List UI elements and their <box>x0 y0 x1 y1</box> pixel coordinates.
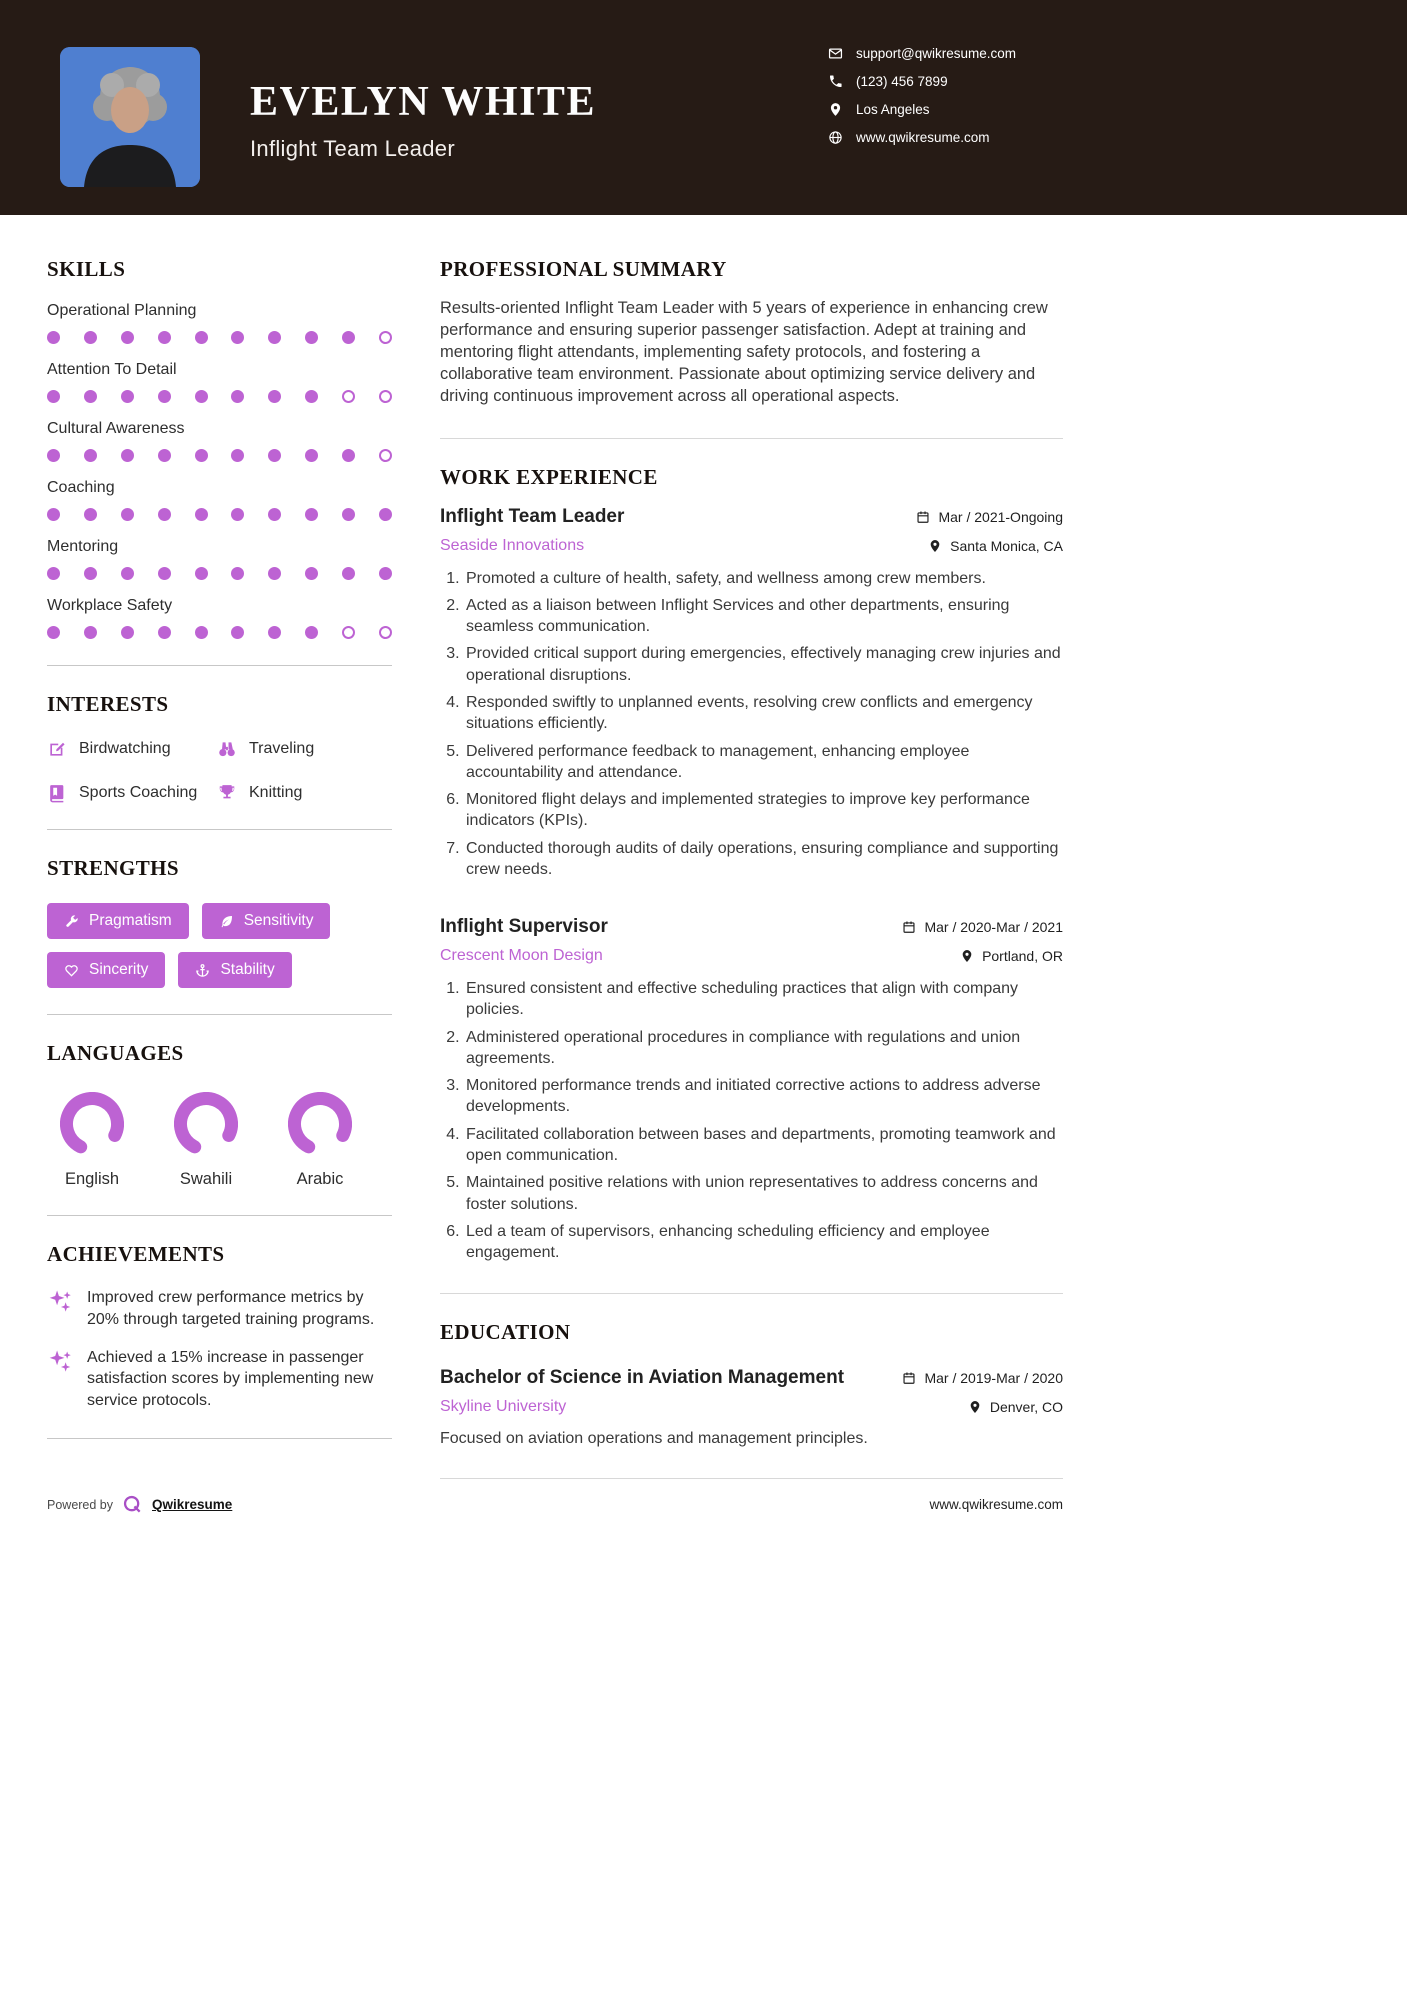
book-icon <box>47 783 67 803</box>
divider <box>47 1014 392 1015</box>
sparkle-icon <box>47 1288 73 1314</box>
language-item <box>275 1092 365 1189</box>
skill-item <box>47 479 392 521</box>
skill-name: Mentoring <box>47 538 119 555</box>
education-note: Focused on aviation operations and management principles. <box>440 1430 868 1448</box>
phone-icon <box>828 74 843 89</box>
interests-list <box>47 739 392 803</box>
skill-dot <box>342 567 355 580</box>
job-location <box>960 948 1063 964</box>
interest-label: Sports Coaching <box>79 784 198 801</box>
sparkle-icon <box>47 1348 73 1374</box>
education-dates <box>902 1370 1063 1386</box>
job-dates-text: Mar / 2021-Ongoing <box>938 508 1063 525</box>
summary-heading: PROFESSIONAL SUMMARY <box>440 257 727 281</box>
job-location-text: Portland, OR <box>982 948 1063 965</box>
skill-dot <box>305 508 318 521</box>
job-bullet: 4. Responded swiftly to unplanned events, resolving crew conflicts and emergency situations efficiently. <box>464 692 1063 735</box>
skill-dot <box>342 626 355 639</box>
job-bullet: 5. Maintained positive relations with union representatives to address concerns and foster solutions. <box>464 1172 1063 1215</box>
skill-dot <box>231 626 244 639</box>
job-dates <box>916 509 1063 525</box>
header <box>0 0 1407 215</box>
pencil-icon <box>47 739 67 759</box>
skill-dot <box>121 626 134 639</box>
job-subheader <box>440 947 1063 965</box>
divider <box>440 438 1063 439</box>
skill-dot <box>231 508 244 521</box>
skill-item <box>47 361 392 403</box>
job-bullet: 1. Ensured consistent and effective scheduling practices that align with company policies. <box>464 978 1063 1021</box>
skill-dot <box>158 331 171 344</box>
skill-dot <box>195 331 208 344</box>
left-column <box>47 257 392 1505</box>
skill-rating <box>47 508 392 521</box>
job-company: Crescent Moon Design <box>440 947 603 965</box>
language-gauge <box>60 1092 124 1156</box>
skill-dot <box>47 567 60 580</box>
job-title: Inflight Team Leader <box>440 505 625 527</box>
language-gauge <box>288 1092 352 1156</box>
skill-rating <box>47 331 392 344</box>
skill-dot <box>231 390 244 403</box>
language-label: Arabic <box>296 1170 344 1188</box>
language-label: English <box>64 1170 120 1188</box>
interest-label: Knitting <box>249 784 303 801</box>
skill-dot <box>84 508 97 521</box>
location-icon <box>828 102 843 117</box>
job-bullets <box>440 568 1063 880</box>
job-location <box>928 538 1063 554</box>
skill-dot <box>231 331 244 344</box>
trophy-icon <box>217 783 237 803</box>
heart-icon <box>64 963 79 978</box>
job-bullet: 4. Facilitated collaboration between bases and departments, promoting teamwork and open communication. <box>464 1124 1063 1167</box>
skill-dot <box>268 626 281 639</box>
strength-label: Stability <box>220 961 275 978</box>
achievement-item <box>47 1347 392 1412</box>
strength-badge <box>47 952 165 988</box>
skill-dot <box>305 567 318 580</box>
job-bullet: 3. Monitored performance trends and initiated corrective actions to address adverse developments. <box>464 1075 1063 1118</box>
interests-section <box>47 692 392 803</box>
skill-dot <box>379 390 392 403</box>
languages-heading: LANGUAGES <box>47 1041 184 1065</box>
skill-rating <box>47 626 392 639</box>
languages-section <box>47 1041 392 1189</box>
interest-item <box>47 783 217 803</box>
skill-dot <box>47 508 60 521</box>
job-bullets <box>440 978 1063 1263</box>
skill-dot <box>195 567 208 580</box>
skill-dot <box>231 567 244 580</box>
skill-dot <box>305 449 318 462</box>
degree-title: Bachelor of Science in Aviation Management <box>440 1367 845 1389</box>
interest-item <box>217 739 392 759</box>
interest-item <box>217 783 392 803</box>
skill-dot <box>379 626 392 639</box>
education-heading: EDUCATION <box>440 1320 571 1345</box>
skill-dot <box>47 449 60 462</box>
job-company: Seaside Innovations <box>440 536 585 554</box>
achievement-text: Improved crew performance metrics by 20% through targeted training programs. <box>87 1289 375 1328</box>
skill-dot <box>84 449 97 462</box>
languages-list <box>47 1092 392 1189</box>
education-location <box>968 1399 1063 1415</box>
qwikresume-logo-icon <box>122 1494 143 1515</box>
achievements-list <box>47 1287 392 1412</box>
job-title: Inflight Supervisor <box>440 916 608 938</box>
strength-label: Sensitivity <box>243 912 314 929</box>
job-bullet: 1. Promoted a culture of health, safety, and wellness among crew members. <box>464 568 1063 589</box>
contact-text: (123) 456 7899 <box>856 74 948 89</box>
skill-dot <box>195 449 208 462</box>
wrench-icon <box>64 914 79 929</box>
skill-dot <box>47 626 60 639</box>
school-name: Skyline University <box>440 1398 567 1416</box>
job-bullet: 6. Monitored flight delays and implemented strategies to improve key performance indicators (KPIs). <box>464 789 1063 832</box>
skill-item <box>47 538 392 580</box>
contact-item[interactable] <box>828 102 1016 117</box>
skill-name: Cultural Awareness <box>47 420 185 437</box>
skill-dot <box>158 508 171 521</box>
pin-icon <box>928 539 942 553</box>
skill-dot <box>121 390 134 403</box>
interest-label: Traveling <box>249 740 315 757</box>
experience-section <box>440 465 1063 1264</box>
binoculars-icon <box>217 739 237 759</box>
contact-item[interactable] <box>828 74 1016 89</box>
skill-dot <box>268 508 281 521</box>
skill-dot <box>379 508 392 521</box>
summary-text: Results-oriented Inflight Team Leader with 5 years of experience in enhancing crew performance and ensuring superior passenger satisfaction. Adept at training and mentoring flight attendants, implementing safety protocols, and fostering a collaborative team environment. Passionate about optimizing service delivery and driving continuous improvement across all operational aspects. <box>440 299 1048 405</box>
education-section <box>440 1320 1063 1448</box>
education-subheader <box>440 1398 1063 1416</box>
skill-rating <box>47 567 392 580</box>
strength-badge <box>178 952 291 988</box>
language-gauge <box>174 1092 238 1156</box>
language-item <box>47 1092 137 1189</box>
strength-label: Pragmatism <box>89 912 172 929</box>
skill-dot <box>84 331 97 344</box>
job-bullet: 2. Administered operational procedures in compliance with regulations and union agreements. <box>464 1027 1063 1070</box>
achievements-heading: ACHIEVEMENTS <box>47 1242 225 1266</box>
job-subheader <box>440 537 1063 555</box>
skill-dot <box>47 390 60 403</box>
job-bullet: 3. Provided critical support during emergencies, effectively managing crew injuries and operational disruptions. <box>464 643 1063 686</box>
divider <box>440 1293 1063 1294</box>
contact-text: support@qwikresume.com <box>856 46 1017 61</box>
skill-dot <box>379 331 392 344</box>
strengths-section <box>47 856 392 988</box>
job-location-text: Santa Monica, CA <box>950 537 1063 554</box>
skills-section <box>47 257 392 639</box>
skill-dot <box>47 331 60 344</box>
skill-dot <box>195 626 208 639</box>
skill-dot <box>305 331 318 344</box>
education-dates-text: Mar / 2019-Mar / 2020 <box>924 1370 1063 1387</box>
job-entry <box>440 506 1063 880</box>
interest-item <box>47 739 217 759</box>
job-header <box>440 506 1063 528</box>
anchor-icon <box>195 963 210 978</box>
strength-badge <box>47 903 189 939</box>
skills-list <box>47 302 392 639</box>
calendar-icon <box>916 510 930 524</box>
jobs <box>440 506 1063 1264</box>
summary-section <box>440 257 1063 408</box>
skill-dot <box>195 390 208 403</box>
profile-photo <box>60 47 200 187</box>
divider <box>47 665 392 666</box>
skill-dot <box>342 331 355 344</box>
skill-dot <box>195 508 208 521</box>
divider <box>440 1478 1063 1479</box>
strengths-list <box>47 903 392 988</box>
skill-name: Workplace Safety <box>47 597 173 614</box>
footer <box>47 1494 1063 1515</box>
skill-dot <box>158 449 171 462</box>
candidate-title: Inflight Team Leader <box>250 136 455 161</box>
skill-dot <box>379 567 392 580</box>
profile-photo-image <box>60 47 200 187</box>
skill-dot <box>305 626 318 639</box>
achievements-section <box>47 1242 392 1412</box>
right-column <box>440 257 1063 1505</box>
skill-item <box>47 302 392 344</box>
email-icon <box>828 46 843 61</box>
contact-item[interactable] <box>828 130 1016 145</box>
skill-dot <box>268 449 281 462</box>
strengths-heading: STRENGTHS <box>47 856 179 880</box>
skill-dot <box>121 449 134 462</box>
skill-dot <box>268 331 281 344</box>
job-bullet: 6. Led a team of supervisors, enhancing scheduling efficiency and employee engagement. <box>464 1221 1063 1264</box>
job-bullet: 5. Delivered performance feedback to management, enhancing employee accountability and attendance. <box>464 741 1063 784</box>
skill-dot <box>342 390 355 403</box>
skill-dot <box>268 567 281 580</box>
globe-icon <box>828 130 843 145</box>
education-location-text: Denver, CO <box>989 1399 1063 1416</box>
job-dates <box>902 919 1063 935</box>
skill-dot <box>342 508 355 521</box>
skill-dot <box>342 449 355 462</box>
calendar-icon <box>902 1371 916 1385</box>
language-label: Swahili <box>179 1170 233 1188</box>
job-dates-text: Mar / 2020-Mar / 2021 <box>924 919 1063 936</box>
leaf-icon <box>219 914 234 929</box>
interests-heading: INTERESTS <box>47 692 169 716</box>
skill-item <box>47 597 392 639</box>
skill-dot <box>121 567 134 580</box>
divider <box>47 1438 392 1439</box>
skill-rating <box>47 449 392 462</box>
skill-name: Attention To Detail <box>47 361 177 378</box>
skill-dot <box>305 390 318 403</box>
skill-dot <box>158 626 171 639</box>
language-item <box>161 1092 251 1189</box>
skill-dot <box>121 331 134 344</box>
skills-heading: SKILLS <box>47 257 126 281</box>
job-bullet: 7. Conducted thorough audits of daily operations, ensuring compliance and supporting crew needs. <box>464 838 1063 881</box>
skill-dot <box>158 390 171 403</box>
pin-icon <box>968 1400 982 1414</box>
divider <box>47 1215 392 1216</box>
powered-by-text: Powered by <box>47 1497 114 1512</box>
divider <box>47 829 392 830</box>
skill-dot <box>84 626 97 639</box>
achievement-text: Achieved a 15% increase in passenger satisfaction scores by implementing new service protocols. <box>87 1348 374 1409</box>
strength-badge <box>202 903 331 939</box>
education-header <box>440 1367 1063 1389</box>
skill-name: Operational Planning <box>47 302 197 319</box>
skill-dot <box>84 390 97 403</box>
contact-text: www.qwikresume.com <box>856 130 990 145</box>
candidate-name: EVELYN WHITE <box>250 79 596 125</box>
contact-item[interactable] <box>828 46 1016 61</box>
skill-dot <box>84 567 97 580</box>
skill-dot <box>121 508 134 521</box>
identity <box>250 78 596 162</box>
job-bullet: 2. Acted as a liaison between Inflight Services and other departments, ensuring seamless communication. <box>464 595 1063 638</box>
job-entry <box>440 916 1063 1263</box>
qwikresume-link[interactable]: Qwikresume <box>152 1497 233 1512</box>
interest-label: Birdwatching <box>79 740 171 757</box>
skill-name: Coaching <box>47 479 115 496</box>
content <box>0 215 1407 1505</box>
header-contacts <box>828 46 1016 145</box>
experience-heading: WORK EXPERIENCE <box>440 464 658 489</box>
contact-text: Los Angeles <box>856 102 930 117</box>
strength-label: Sincerity <box>89 961 149 978</box>
job-header <box>440 916 1063 938</box>
skill-dot <box>379 449 392 462</box>
skill-item <box>47 420 392 462</box>
footer-site-url: www.qwikresume.com <box>929 1497 1063 1512</box>
skill-dot <box>268 390 281 403</box>
calendar-icon <box>902 920 916 934</box>
skill-dot <box>158 567 171 580</box>
skill-rating <box>47 390 392 403</box>
powered-by <box>47 1494 232 1515</box>
pin-icon <box>960 949 974 963</box>
skill-dot <box>231 449 244 462</box>
achievement-item <box>47 1287 392 1331</box>
